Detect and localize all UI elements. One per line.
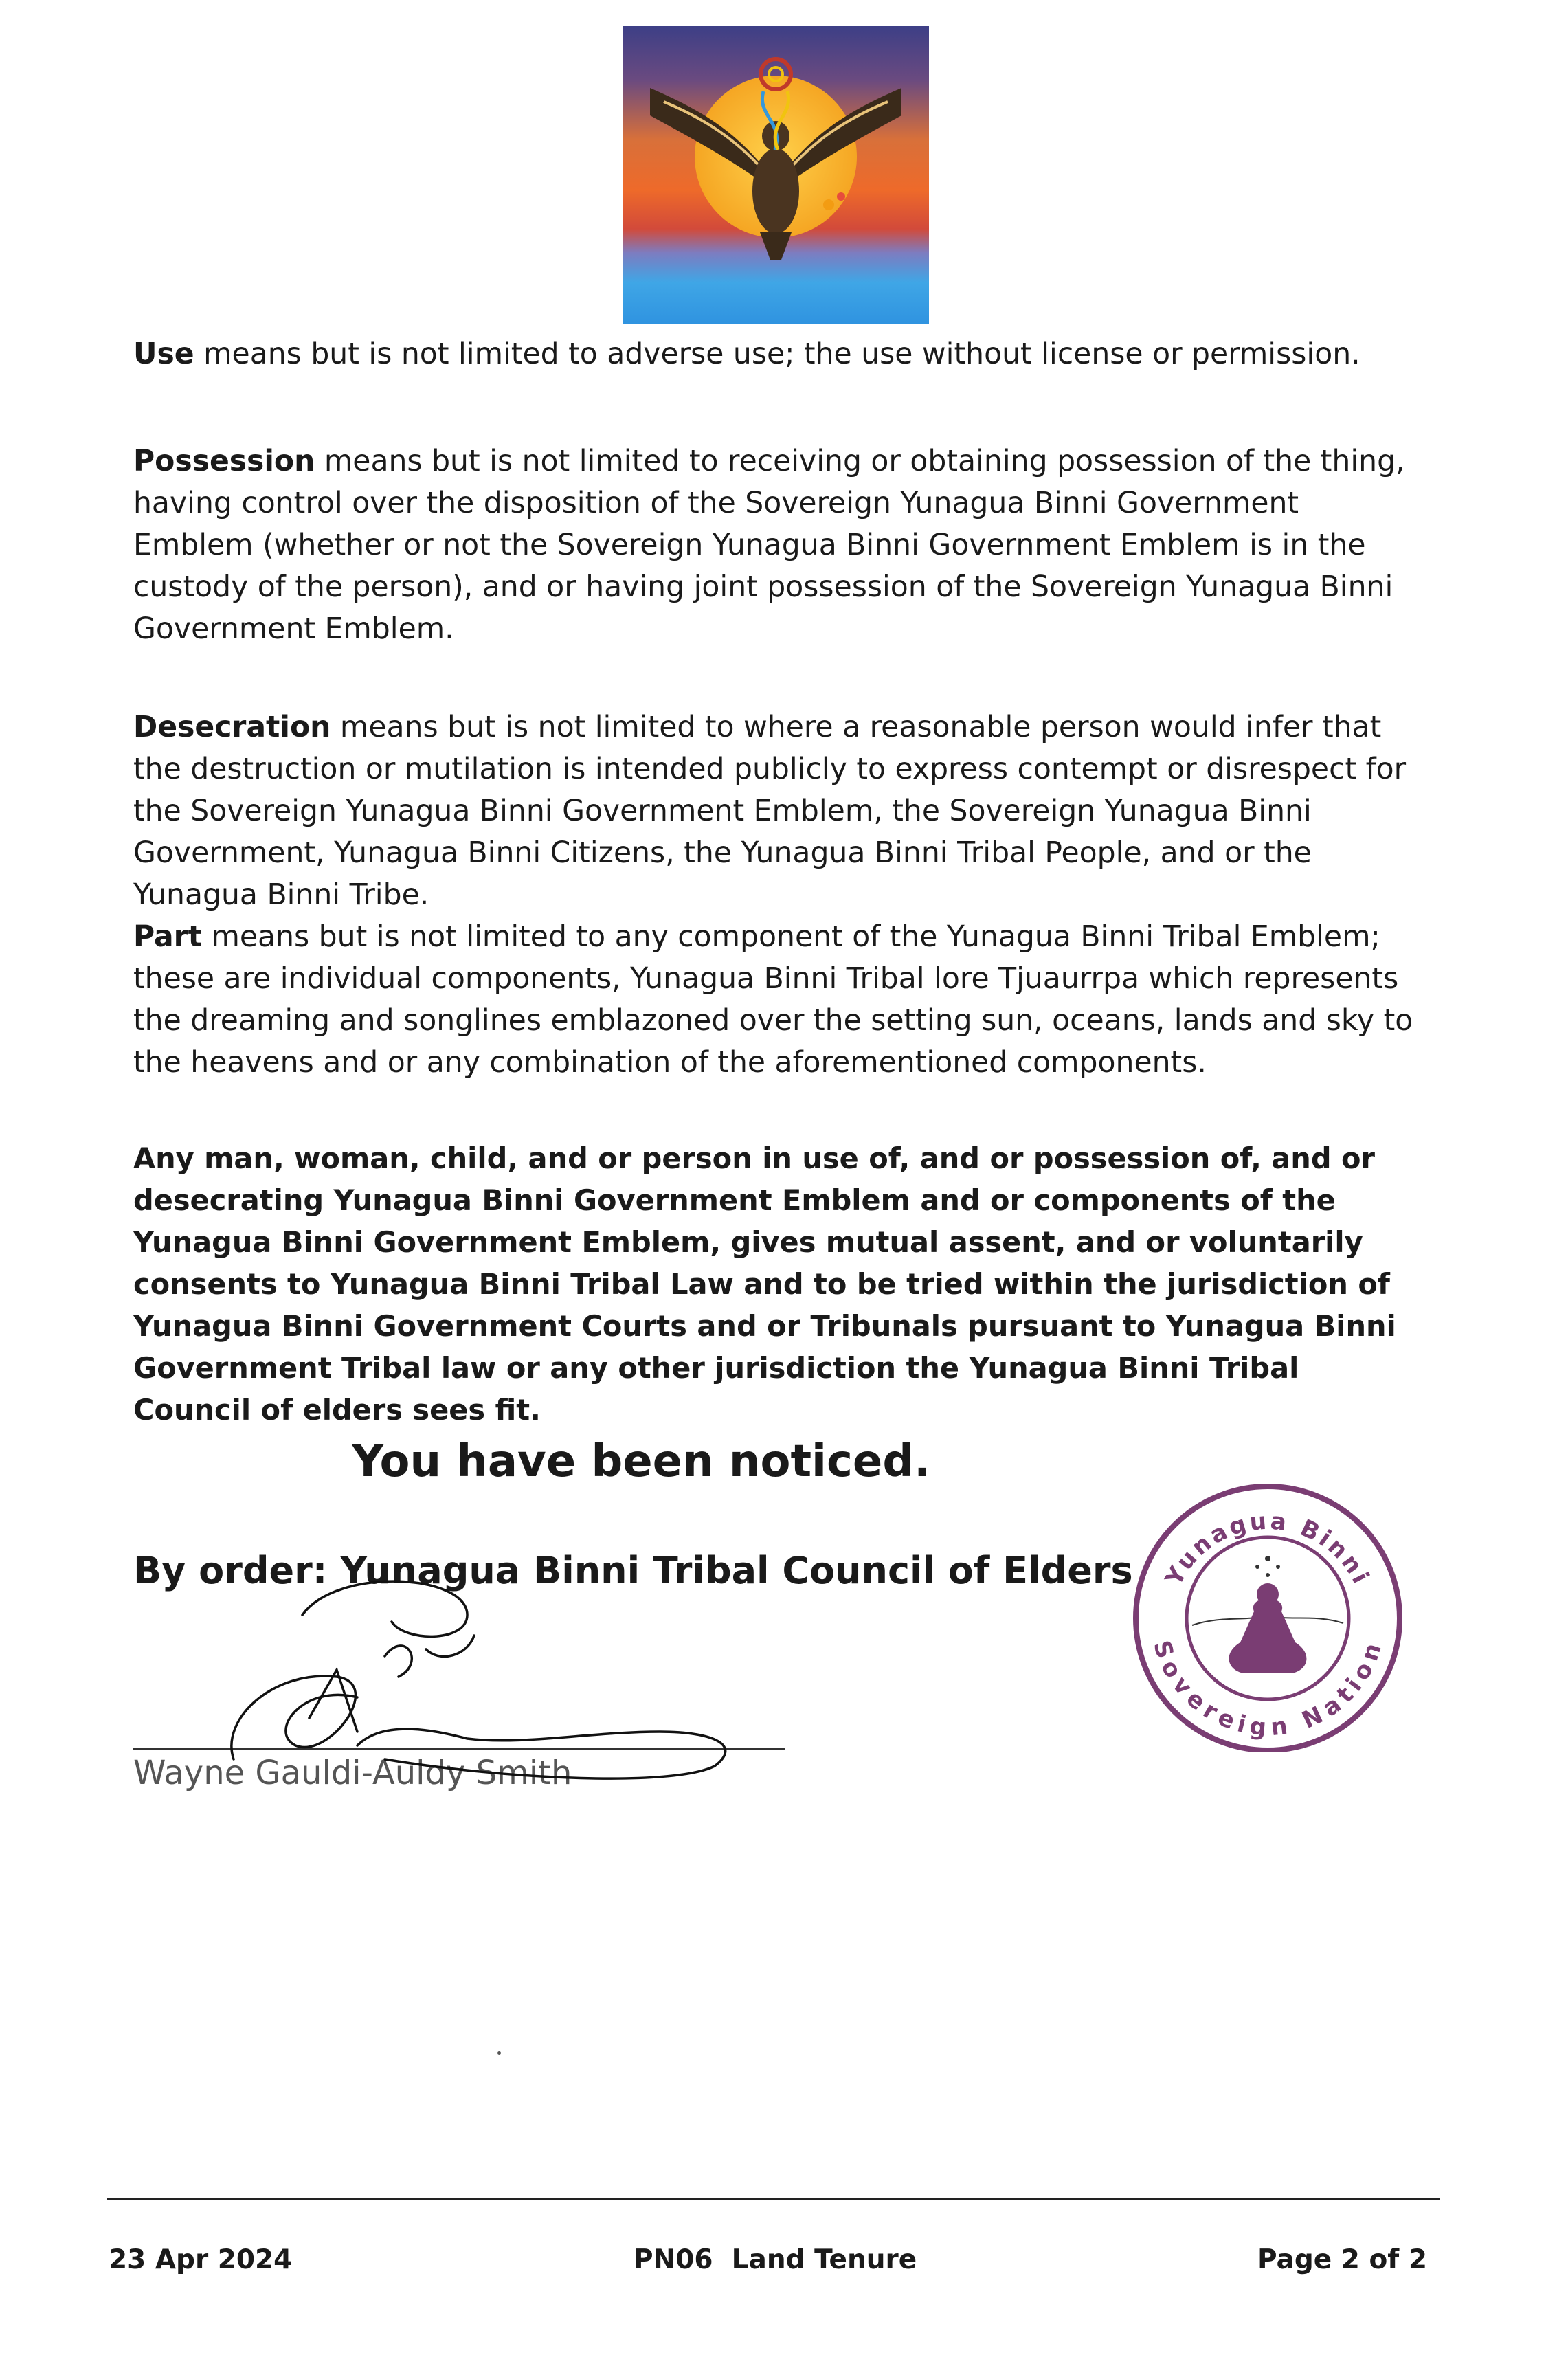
footer-rule <box>107 2198 1440 2200</box>
notice-heading: You have been noticed. <box>352 1436 931 1487</box>
definition-term: Possession <box>133 445 315 478</box>
footer-page-number: Page 2 of 2 <box>1257 2244 1427 2275</box>
stray-mark <box>497 2051 501 2055</box>
seal-top-text: Yunagua Binni <box>1160 1507 1376 1590</box>
definition-text: means but is not limited to any component of the Yunagua Binni Tribal Emblem; these are individual components, Yunagua Binni Tribal lore Tjuaurrpa which represents the dreaming and songlines emblazoned over the setting sun, oceans, lands and sky to the heavens and or any combination of the aforementioned components. <box>133 920 1413 1080</box>
definition-text: means but is not limited to adverse use; the use without license or permission. <box>194 337 1360 371</box>
footer-date: 23 Apr 2024 <box>109 2244 293 2275</box>
footer-reference: PN06 Land Tenure <box>634 2244 917 2275</box>
definition-desecration <box>133 706 1425 916</box>
seal-bottom-text: Sovereign Nation <box>1147 1637 1388 1742</box>
handwritten-signature <box>179 1560 770 1807</box>
definition-text: means but is not limited to receiving or obtaining possession of the thing, having control over the disposition of the Sovereign Yunagua Binni Government Emblem (whether or not the Sovereign Yunagua Binni Government Emblem is in the custody of the person), and or having joint possession of the Sovereign Yunagua Binni Government Emblem. <box>133 445 1405 646</box>
signatory-name: Wayne Gauldi-Auldy Smith <box>133 1754 572 1792</box>
seal-image <box>1106 1477 1429 1752</box>
eagle-emblem <box>623 26 929 324</box>
sovereign-nation-seal <box>1106 1477 1429 1752</box>
definition-part <box>133 916 1425 1084</box>
eagle-emblem-image <box>623 26 929 324</box>
definition-term: Part <box>133 920 202 954</box>
definition-term: Desecration <box>133 711 331 744</box>
definition-possession <box>133 440 1425 650</box>
definition-use <box>133 333 1425 375</box>
by-order-line: By order: Yunagua Binni Tribal Council of Elders <box>133 1549 1133 1592</box>
definition-text: means but is not limited to where a reasonable person would infer that the destruction or mutilation is intended publicly to express contempt or disrespect for the Sovereign Yunagua Binni Government Emblem, the Sovereign Yunagua Binni Government, Yunagua Binni Citizens, the Yunagua Binni Tribal People, and or the Yunagua Binni Tribe. <box>133 711 1407 912</box>
consent-clause: Any man, woman, child, and or person in use of, and or possession of, and or desecrating Yunagua Binni Government Emblem and or components of the Yunagua Binni Government Emblem, gives mutual assent, and or voluntarily consents to Yunagua Binni Tribal Law and to be tried within the jurisdiction of Yunagua Binni Government Courts and or Tribunals pursuant to Yunagua Binni Government Tribal law or any other jurisdiction the Yunagua Binni Tribal Council of elders sees fit. <box>133 1141 1396 1427</box>
definition-term: Use <box>133 337 194 371</box>
